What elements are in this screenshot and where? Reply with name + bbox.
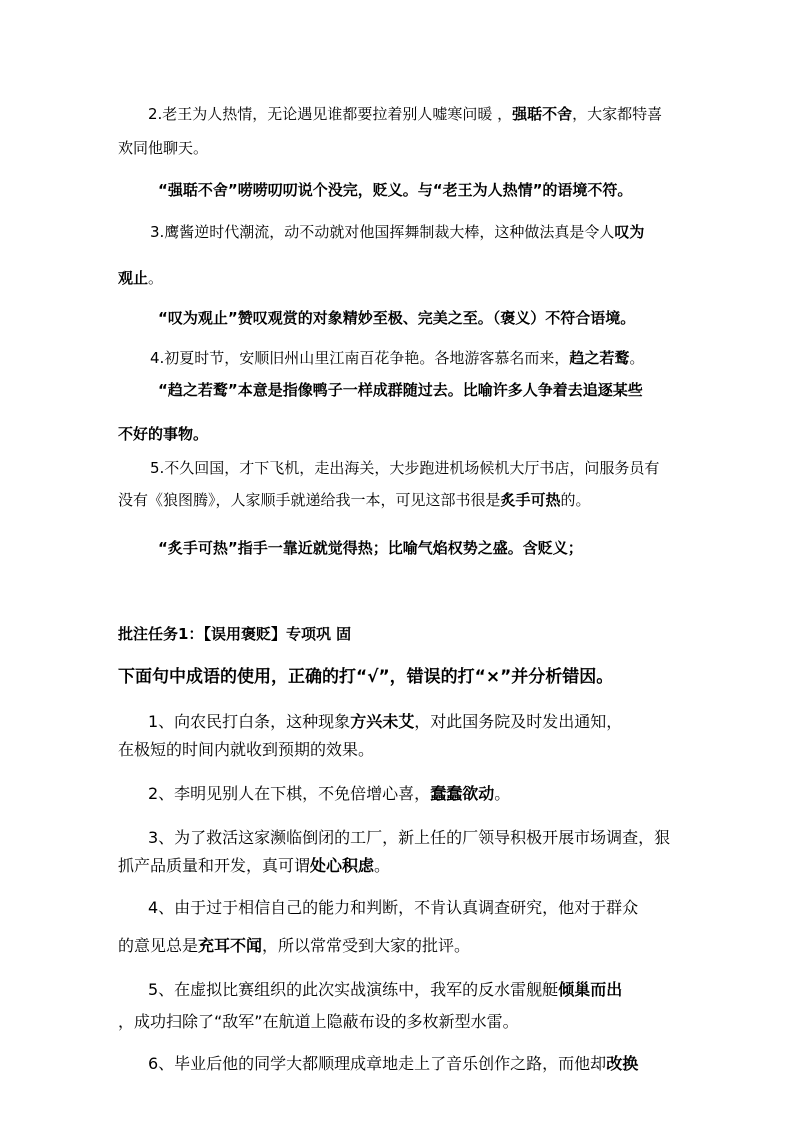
item-3-line-1: 3、为了救活这家濒临倒闭的工厂，新上任的厂领导积极开展市场调查，狠 — [148, 828, 671, 847]
item-2-line-1 — [148, 784, 510, 804]
idiom-term: 观止 — [118, 269, 149, 287]
sentence-text: 。 — [148, 269, 164, 287]
idiom-term: 趋之若鹜 — [569, 349, 630, 367]
idiom-term: 倾巢而出 — [558, 980, 623, 999]
idiom-term: 方兴未艾 — [350, 712, 415, 731]
item-3-line-2 — [118, 856, 390, 876]
item-4-line-1: 4、由于过于相信自己的能力和判断，不肯认真调查研究，他对于群众 — [148, 898, 639, 917]
sentence-text: 1、向农民打白条，这种现象 — [148, 712, 351, 731]
task-instruction: 下面句中成语的使用，正确的打“√”，错误的打“×”并分析错因。 — [118, 667, 614, 687]
example-5-line-2 — [118, 490, 591, 510]
item-1-line-1 — [148, 712, 622, 732]
sentence-text: ，所以常常受到大家的批评。 — [262, 936, 471, 955]
idiom-term: 处心积虑 — [310, 856, 375, 875]
sentence-text: ，对此国务院及时发出通知， — [414, 712, 623, 731]
example-4-line-1 — [150, 348, 644, 368]
sentence-text: ，大家都特喜 — [572, 105, 663, 123]
example-2-analysis: “强聒不舍”唠唠叨叨说个没完，贬义。与“老王为人热情”的语境不符。 — [158, 181, 633, 199]
sentence-text: 的。 — [560, 491, 591, 509]
idiom-term: 炙手可热 — [500, 491, 561, 509]
sentence-text: 6、毕业后他的同学大都顺理成章地走上了音乐创作之路，而他却 — [148, 1054, 607, 1073]
item-5-line-2: ，成功扫除了“敌军”在航道上隐蔽布设的多枚新型水雷。 — [118, 1012, 519, 1031]
sentence-text: 没有《狼图腾》，人家顺手就递给我一本，可见这部书很是 — [118, 491, 501, 509]
sentence-text: 。 — [374, 856, 391, 875]
sentence-text: 的意见总是 — [118, 936, 199, 955]
example-5-line-1: 5.不久回国，才下飞机，走出海关，大步跑进机场候机大厅书店，问服务员有 — [150, 459, 660, 477]
item-5-line-1 — [148, 980, 622, 1000]
example-2-line-1 — [148, 104, 662, 124]
sentence-text: 抓产品质量和开发，真可谓 — [118, 856, 311, 875]
sentence-text: 3.鹰酱逆时代潮流，动不动就对他国挥舞制裁大棒，这种做法真是令人 — [150, 223, 615, 241]
task-heading: 批注任务1：【误用褒贬】专项巩 固 — [118, 625, 352, 643]
sentence-text: 。 — [494, 784, 511, 803]
sentence-text: 5、在虚拟比赛组织的此次实战演练中，我军的反水雷舰艇 — [148, 980, 559, 999]
idiom-term: 蠢蠢欲动 — [430, 784, 495, 803]
example-3-analysis: “叹为观止”赞叹观赏的对象精妙至极、完美之至。（褒义）不符合语境。 — [158, 309, 636, 327]
item-4-line-2 — [118, 936, 470, 956]
idiom-term: 强聒不舍 — [512, 105, 573, 123]
example-4-analysis-line-1: “趋之若鹜”本意是指像鸭子一样成群随过去。比喻许多人争着去追逐某些 — [158, 381, 643, 399]
example-3-line-1 — [150, 222, 644, 242]
idiom-term: 叹为 — [614, 223, 645, 241]
item-6-line-1 — [148, 1054, 638, 1074]
idiom-term: 改换 — [606, 1054, 639, 1073]
example-5-analysis: “炙手可热”指手一靠近就觉得热；比喻气焰权势之盛。含贬义； — [158, 539, 583, 557]
example-3-line-2 — [118, 268, 163, 288]
example-4-analysis-line-2: 不好的事物。 — [118, 425, 209, 443]
sentence-text: 4.初夏时节，安顺旧州山里江南百花争艳。各地游客慕名而来， — [150, 349, 570, 367]
sentence-text: 。 — [629, 349, 645, 367]
sentence-text: 2、李明见别人在下棋，不免倍增心喜， — [148, 784, 431, 803]
item-1-line-2: 在极短的时间内就收到预期的效果。 — [118, 740, 375, 759]
example-2-line-2: 欢同他聊天。 — [118, 139, 209, 157]
idiom-term: 充耳不闻 — [198, 936, 263, 955]
sentence-text: 2.老王为人热情，无论遇见谁都要拉着别人嘘寒问暖 ， — [148, 105, 513, 123]
